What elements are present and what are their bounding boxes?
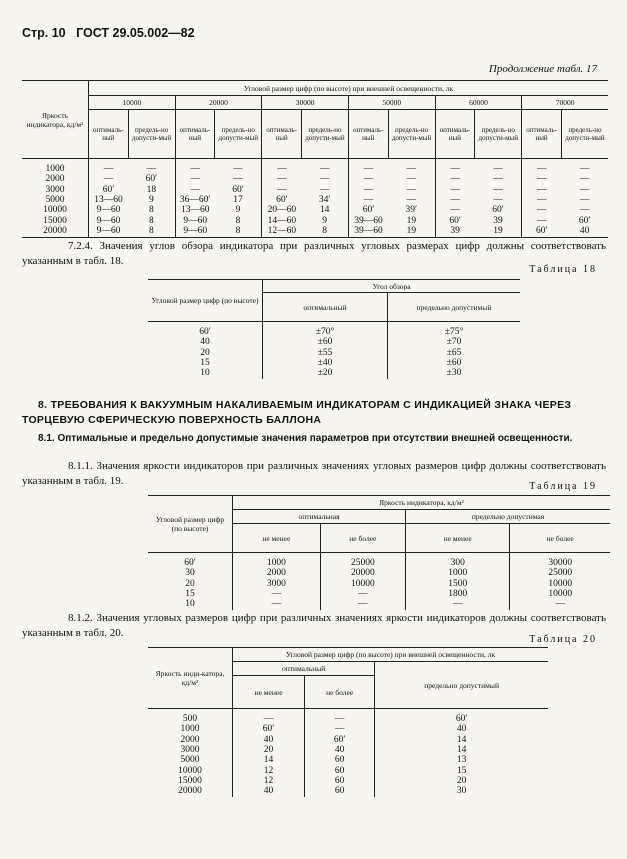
- table-cell: 39—60: [354, 225, 383, 236]
- table-cell: 14: [301, 206, 348, 216]
- table-cell: 39: [475, 216, 522, 226]
- table-cell: 1000: [22, 159, 89, 176]
- t18-stub-header: Угловой размер цифр (по высоте): [148, 280, 263, 322]
- table-cell: 10000: [320, 580, 405, 590]
- table-cell: —: [190, 184, 200, 195]
- table-cell: —: [537, 215, 547, 226]
- table-cell: —: [277, 184, 287, 195]
- table-cell: ±60: [263, 338, 388, 348]
- table-17: [22, 80, 608, 238]
- table-cell: —: [537, 205, 547, 216]
- t17-sub-lim: предель-но допусти-мый: [301, 110, 348, 159]
- paragraph-8-1-2: 8.1.2. Значения угловых размеров цифр при различных значениях яркости индикаторов должны соответствовать указанным в табл. 20.: [22, 612, 606, 639]
- paragraph-8-1-1: 8.1.1. Значения яркости индикаторов при различных значениях угловых размеров цифр должны соответствовать указанным в табл. 19.: [22, 460, 606, 487]
- table-cell: 20000: [320, 569, 405, 579]
- t17-group-header: 50000: [348, 96, 435, 110]
- table-cell: 40: [456, 724, 467, 735]
- table-cell: 60′: [536, 225, 548, 236]
- table-row: [148, 725, 548, 735]
- table-row: [148, 553, 610, 570]
- table-cell: —: [579, 164, 590, 175]
- table-cell: 20000: [148, 787, 233, 797]
- t18-span-header: Угол обзора: [263, 280, 521, 293]
- table-cell: 10000: [548, 589, 573, 600]
- table-cell: 9—60: [183, 225, 208, 236]
- table-cell: —: [579, 205, 590, 216]
- table-cell: 12: [233, 766, 305, 776]
- table-cell: 3000: [22, 186, 89, 196]
- table-row: [148, 709, 548, 726]
- table-cell: —: [475, 196, 522, 206]
- table-cell: —: [537, 195, 547, 206]
- table-cell: —: [537, 174, 547, 185]
- t19-span-header: Яркость индикатора, кд/м²: [233, 496, 611, 510]
- table-cell: 9: [215, 206, 262, 216]
- table-cell: 40: [233, 787, 305, 797]
- table-cell: 18: [128, 186, 175, 196]
- paragraph-7-2-4: 7.2.4. Значения углов обзора индикатора при различных угловых размерах цифр должны соответствовать указанным в табл. 18.: [22, 240, 606, 267]
- table-cell: —: [363, 174, 374, 185]
- table-cell: ±70°: [263, 322, 388, 339]
- table-cell: 15: [456, 765, 467, 776]
- table-cell: —: [305, 709, 375, 726]
- table-cell: 8: [128, 216, 175, 226]
- table-cell: ±40: [263, 359, 388, 369]
- table-cell: 60′: [362, 205, 375, 216]
- table-cell: —: [475, 186, 522, 196]
- t19-lim-max: не более: [510, 524, 610, 553]
- table-continuation-label: Продолжение табл. 17: [488, 63, 597, 75]
- t20-stub-header: Яркость инди-катора, кд/м²: [148, 648, 233, 709]
- table-cell: 19: [475, 227, 522, 238]
- table-cell: —: [301, 159, 348, 176]
- table-cell: 8: [215, 216, 262, 226]
- table-cell: —: [579, 195, 590, 206]
- t17-sub-opt: оптималь-ный: [89, 110, 129, 159]
- table-cell: 300: [406, 553, 510, 570]
- table-cell: 40: [148, 338, 263, 348]
- table-cell: 9—60: [96, 215, 121, 226]
- t20-lim-header: предельно допустимый: [375, 662, 548, 709]
- table-cell: 8: [301, 227, 348, 238]
- table-cell: —: [320, 590, 405, 600]
- table-cell: —: [363, 195, 374, 206]
- table-cell: —: [579, 174, 590, 185]
- table-cell: —: [363, 164, 374, 175]
- table-cell: 60′: [148, 322, 263, 339]
- table-cell: 17: [215, 196, 262, 206]
- table-cell: 60′: [455, 714, 468, 725]
- table-cell: —: [103, 174, 114, 185]
- table-cell: 20: [148, 349, 263, 359]
- t20-opt-header: оптимальный: [233, 662, 375, 676]
- table-cell: 8: [128, 227, 175, 238]
- table-cell: 19: [388, 216, 435, 226]
- t17-group-header: 10000: [89, 96, 176, 110]
- table-cell: 5000: [148, 756, 233, 766]
- paragraph-8-1: 8.1. Оптимальные и предельно допустимые значения параметров при отсутствии внешней освещенности.: [38, 433, 573, 444]
- table-row: [22, 227, 608, 238]
- table-19-caption: Таблица 19: [529, 481, 597, 492]
- table-cell: ±60: [446, 358, 462, 369]
- table-cell: 13—60: [94, 195, 123, 206]
- t17-group-header: 30000: [262, 96, 349, 110]
- table-cell: —: [388, 196, 435, 206]
- table-cell: 60′: [128, 175, 175, 185]
- table-cell: —: [233, 590, 321, 600]
- table-cell: 40: [579, 225, 590, 236]
- table-cell: —: [277, 174, 287, 185]
- table-cell: 1000: [233, 553, 321, 570]
- table-cell: 13—60: [180, 205, 210, 216]
- table-cell: —: [215, 159, 262, 176]
- table-cell: 20: [233, 746, 305, 756]
- table-cell: —: [406, 600, 510, 610]
- table-cell: 10000: [548, 578, 573, 589]
- table-cell: 60′: [148, 553, 233, 570]
- table-cell: ±75°: [444, 327, 464, 338]
- t17-stub-header: Яркость индикатора, кд/м²: [22, 81, 89, 159]
- table-cell: —: [579, 184, 590, 195]
- t18-lim-header: предельно допустимый: [388, 293, 521, 322]
- table-cell: 15: [148, 590, 233, 600]
- table-cell: 36—60′: [179, 195, 211, 206]
- table-cell: 8: [215, 227, 262, 238]
- table-cell: —: [475, 159, 522, 176]
- table-cell: 60: [305, 766, 375, 776]
- t20-span-header: Угловой размер цифр (по высоте) при внешней освещенности, лк: [233, 648, 549, 662]
- page-header: [22, 26, 195, 40]
- t19-stub-header: Угловой размер цифр (по высоте): [148, 496, 233, 553]
- table-cell: —: [388, 186, 435, 196]
- table-cell: 12—60: [267, 225, 297, 236]
- table-cell: 60: [305, 787, 375, 797]
- table-cell: —: [537, 184, 547, 195]
- table-cell: 60: [305, 777, 375, 787]
- t17-group-header: 70000: [522, 96, 608, 110]
- table-cell: 10000: [148, 766, 233, 776]
- table-cell: 30: [456, 786, 467, 797]
- table-cell: 10: [148, 600, 233, 610]
- table-cell: 1500: [406, 580, 510, 590]
- table-cell: 60′: [215, 186, 262, 196]
- t20-opt-max: не более: [305, 676, 375, 709]
- table-cell: —: [555, 599, 565, 610]
- t17-sub-opt: оптималь-ный: [435, 110, 475, 159]
- table-cell: 25000: [548, 568, 573, 579]
- section-8-title: 8. ТРЕБОВАНИЯ К ВАКУУМНЫМ НАКАЛИВАЕМЫМ ИНДИКАТОРАМ С ИНДИКАЦИЕЙ ЗНАКА ЧЕРЕЗ ТОРЦЕВУЮ СФЕРИЧЕСКУЮ ПОВЕРХНОСТЬ БАЛЛОНА: [22, 399, 572, 426]
- table-cell: 500: [148, 709, 233, 726]
- table-cell: —: [128, 159, 175, 176]
- table-cell: —: [450, 184, 460, 195]
- table-cell: ±70: [446, 337, 462, 348]
- table-cell: —: [190, 174, 200, 185]
- table-cell: 14: [233, 756, 305, 766]
- table-cell: 39—60: [354, 215, 383, 226]
- t19-lim-min: не менее: [406, 524, 510, 553]
- table-cell: 39′: [388, 206, 435, 216]
- t18-opt-header: оптимальный: [263, 293, 388, 322]
- t20-opt-min: не менее: [233, 676, 305, 709]
- t17-sub-opt: оптималь-ный: [262, 110, 302, 159]
- table-cell: 60′: [102, 184, 115, 195]
- table-row: [148, 580, 610, 590]
- table-cell: ±65: [446, 347, 462, 358]
- table-cell: 60′: [449, 215, 461, 226]
- table-row: [148, 787, 548, 797]
- table-cell: 14: [456, 745, 467, 756]
- table-cell: 14: [456, 734, 467, 745]
- table-cell: 2000: [148, 736, 233, 746]
- t17-group-header: 20000: [175, 96, 262, 110]
- table-18-caption: Таблица 18: [529, 264, 597, 275]
- table-cell: —: [450, 174, 460, 185]
- table-cell: —: [450, 195, 460, 206]
- table-row: [148, 746, 548, 756]
- table-cell: 2000: [22, 175, 89, 185]
- t17-sub-opt: оптималь-ный: [175, 110, 215, 159]
- table-cell: 9—60: [96, 205, 121, 216]
- table-cell: 1000: [406, 569, 510, 579]
- table-row: [148, 600, 610, 610]
- table-row: [148, 777, 548, 787]
- table-cell: —: [363, 184, 374, 195]
- table-cell: 30: [148, 569, 233, 579]
- t17-sub-lim: предель-но допусти-мый: [215, 110, 262, 159]
- table-cell: 20—60: [267, 205, 297, 216]
- table-cell: 8: [128, 206, 175, 216]
- table-cell: —: [215, 175, 262, 185]
- table-cell: —: [277, 164, 287, 175]
- table-cell: 39: [450, 225, 460, 236]
- table-row: [22, 159, 608, 176]
- table-cell: —: [233, 709, 305, 726]
- table-cell: 5000: [22, 196, 89, 206]
- table-cell: 19: [388, 227, 435, 238]
- table-cell: —: [450, 164, 460, 175]
- t17-sub-opt: оптималь-ный: [348, 110, 388, 159]
- table-19: [148, 495, 610, 610]
- table-cell: ±30: [446, 368, 462, 379]
- table-cell: 3000: [233, 580, 321, 590]
- table-cell: 40: [233, 736, 305, 746]
- table-cell: —: [233, 600, 321, 610]
- table-cell: 12: [233, 777, 305, 787]
- table-row: [148, 766, 548, 776]
- table-cell: —: [450, 205, 460, 216]
- table-cell: —: [301, 175, 348, 185]
- table-cell: 1800: [406, 590, 510, 600]
- table-cell: 3000: [148, 746, 233, 756]
- table-cell: 40: [305, 746, 375, 756]
- table-cell: —: [388, 175, 435, 185]
- t17-sub-lim: предель-но допусти-мый: [475, 110, 522, 159]
- table-cell: 9: [301, 216, 348, 226]
- table-cell: 60′: [305, 736, 375, 746]
- table-cell: 14—60: [267, 215, 297, 226]
- table-cell: 9: [128, 196, 175, 206]
- t17-group-header: 60000: [435, 96, 522, 110]
- standard-number: ГОСТ 29.05.002—82: [76, 26, 195, 40]
- table-cell: —: [537, 164, 547, 175]
- table-row: [148, 756, 548, 766]
- t19-opt-max: не более: [320, 524, 405, 553]
- table-cell: —: [305, 725, 375, 735]
- t19-lim-header: предельно допустимая: [406, 510, 610, 524]
- table-cell: 60′: [276, 195, 288, 206]
- table-row: [148, 322, 520, 339]
- table-row: [148, 569, 610, 579]
- table-cell: ±20: [263, 369, 388, 379]
- table-cell: ±55: [263, 349, 388, 359]
- t17-sub-lim: предель-но допусти-мый: [561, 110, 608, 159]
- table-cell: 1000: [148, 725, 233, 735]
- table-cell: 20: [148, 580, 233, 590]
- t17-sub-lim: предель-но допусти-мый: [128, 110, 175, 159]
- table-cell: 60′: [578, 215, 591, 226]
- table-18: [148, 279, 520, 379]
- table-cell: —: [103, 164, 114, 175]
- table-cell: 60′: [233, 725, 305, 735]
- table-cell: 9—60: [183, 215, 208, 226]
- table-cell: 13: [456, 755, 467, 766]
- table-cell: 60′: [475, 206, 522, 216]
- table-row: [148, 590, 610, 600]
- table-cell: 30000: [548, 558, 573, 569]
- t19-opt-header: оптимальная: [233, 510, 406, 524]
- table-20: [148, 647, 548, 797]
- table-cell: 10: [148, 369, 263, 379]
- table-cell: —: [475, 175, 522, 185]
- table-20-caption: Таблица 20: [529, 634, 597, 645]
- table-cell: —: [320, 600, 405, 610]
- table-cell: 25000: [320, 553, 405, 570]
- table-row: [22, 206, 608, 216]
- table-cell: 9—60: [96, 225, 121, 236]
- t17-sub-opt: оптималь-ный: [522, 110, 562, 159]
- t17-sub-lim: предель-но допусти-мый: [388, 110, 435, 159]
- table-cell: 20000: [22, 227, 89, 238]
- t17-span-header: Угловой размер цифр (по высоте) при внешней освещенности, лк: [89, 81, 609, 96]
- table-cell: 34′: [301, 196, 348, 206]
- table-cell: 10000: [22, 206, 89, 216]
- table-cell: 15: [148, 359, 263, 369]
- table-cell: 20: [456, 775, 467, 786]
- t19-opt-min: не менее: [233, 524, 321, 553]
- table-cell: —: [301, 186, 348, 196]
- table-cell: —: [190, 164, 200, 175]
- table-row: [148, 369, 520, 379]
- page-number: Стр. 10: [22, 26, 66, 40]
- table-cell: 2000: [233, 569, 321, 579]
- table-row: [148, 736, 548, 746]
- table-cell: 15000: [22, 216, 89, 226]
- table-cell: 60: [305, 756, 375, 766]
- table-cell: 15000: [148, 777, 233, 787]
- table-cell: —: [388, 159, 435, 176]
